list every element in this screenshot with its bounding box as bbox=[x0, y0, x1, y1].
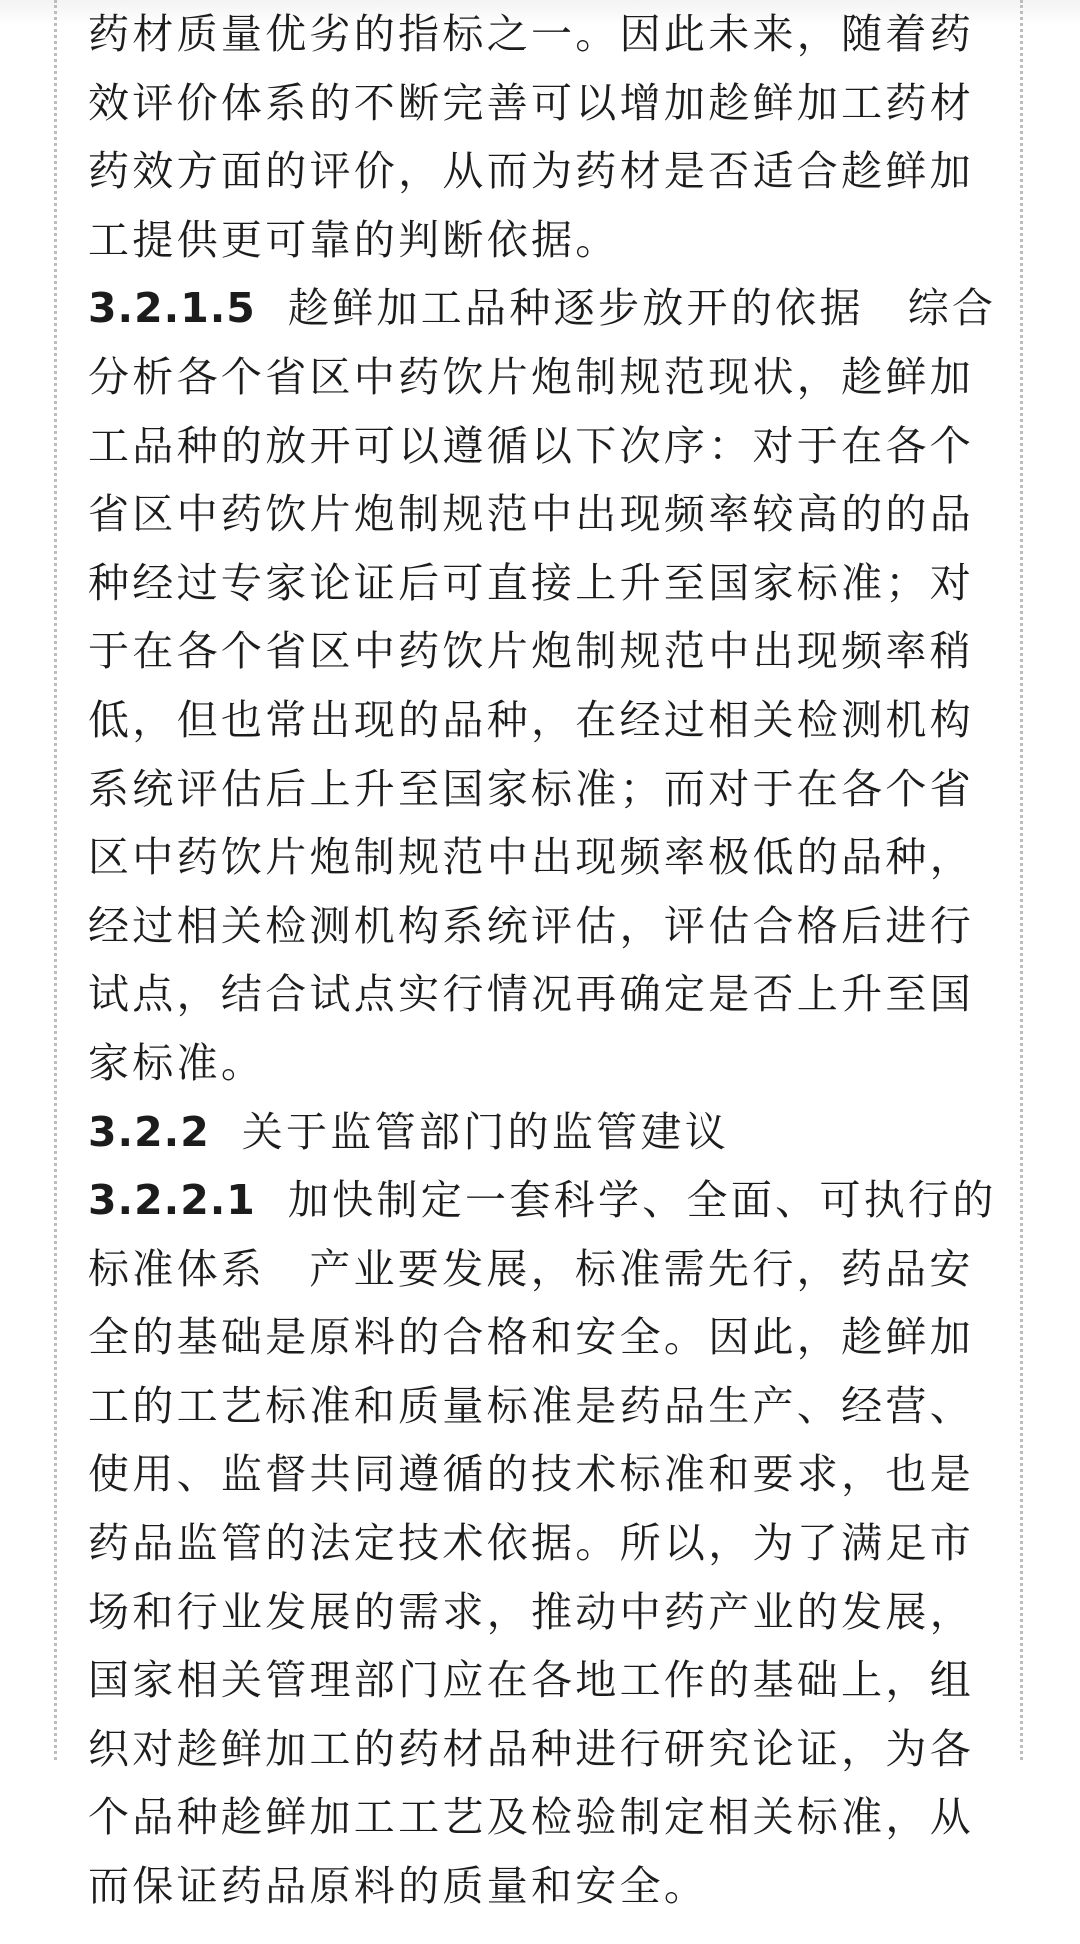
text-line bbox=[88, 1235, 1000, 1304]
text-span: 产业要发展，标准需先行，药品安 bbox=[309, 1244, 974, 1293]
text-line: 织对趁鲜加工的药材品种进行研究论证，为各 bbox=[88, 1724, 974, 1773]
text-line: 种经过专家论证后可直接上升至国家标准；对 bbox=[88, 558, 974, 607]
right-dotted-border bbox=[1020, 0, 1023, 1760]
section-number: 3.2.2.1 bbox=[88, 1176, 256, 1225]
text-line: 工提供更可靠的判断依据。 bbox=[88, 215, 620, 264]
text-span: 综合 bbox=[907, 284, 997, 333]
section-322-heading-line bbox=[88, 1098, 1000, 1167]
text-line: 低，但也常出现的品种，在经过相关检测机构 bbox=[88, 695, 974, 744]
text-line: 区中药饮片炮制规范中出现频率极低的品种， bbox=[88, 833, 974, 882]
left-dotted-border bbox=[54, 0, 57, 1760]
text-line: 场和行业发展的需求，推动中药产业的发展， bbox=[88, 1587, 974, 1636]
section-3215-heading-line bbox=[88, 274, 1000, 343]
text-line: 药材质量优劣的指标之一。因此未来，随着药 bbox=[88, 10, 974, 58]
section-number: 3.2.2 bbox=[88, 1107, 210, 1156]
text-line: 效评价体系的不断完善可以增加趁鲜加工药材 bbox=[88, 78, 974, 127]
section-title: 趁鲜加工品种逐步放开的依据 bbox=[287, 284, 864, 333]
text-line: 使用、监督共同遵循的技术标准和要求，也是 bbox=[88, 1450, 974, 1499]
text-line: 工的工艺标准和质量标准是药品生产、经营、 bbox=[88, 1381, 974, 1430]
text-line: 分析各个省区中药饮片炮制规范现状，趁鲜加 bbox=[88, 352, 974, 401]
text-line: 经过相关检测机构系统评估，评估合格后进行 bbox=[88, 901, 974, 950]
text-line: 国家相关管理部门应在各地工作的基础上，组 bbox=[88, 1656, 974, 1705]
section-title: 加快制定一套科学、全面、可执行的 bbox=[287, 1176, 997, 1225]
text-line: 系统评估后上升至国家标准；而对于在各个省 bbox=[88, 764, 974, 813]
text-line: 工品种的放开可以遵循以下次序：对于在各个 bbox=[88, 421, 974, 470]
text-line: 全的基础是原料的合格和安全。因此，趁鲜加 bbox=[88, 1313, 974, 1362]
text-line: 于在各个省区中药饮片炮制规范中出现频率稍 bbox=[88, 627, 974, 676]
section-title: 关于监管部门的监管建议 bbox=[241, 1107, 730, 1156]
text-line: 个品种趁鲜加工工艺及检验制定相关标准，从 bbox=[88, 1793, 974, 1842]
section-3221-heading-line bbox=[88, 1166, 1000, 1235]
text-line: 药品监管的法定技术依据。所以，为了满足市 bbox=[88, 1519, 974, 1568]
text-line: 省区中药饮片炮制规范中出现频率较高的的品 bbox=[88, 490, 974, 539]
text-line: 而保证药品原料的质量和安全。 bbox=[88, 1862, 709, 1911]
article-body bbox=[88, 0, 1000, 1921]
text-line: 药效方面的评价，从而为药材是否适合趁鲜加 bbox=[88, 147, 974, 196]
section-title-continued: 标准体系 bbox=[88, 1244, 266, 1293]
text-line: 试点，结合试点实行情况再确定是否上升至国 bbox=[88, 970, 974, 1019]
section-number: 3.2.1.5 bbox=[88, 284, 256, 333]
text-line: 家标准。 bbox=[88, 1038, 266, 1087]
